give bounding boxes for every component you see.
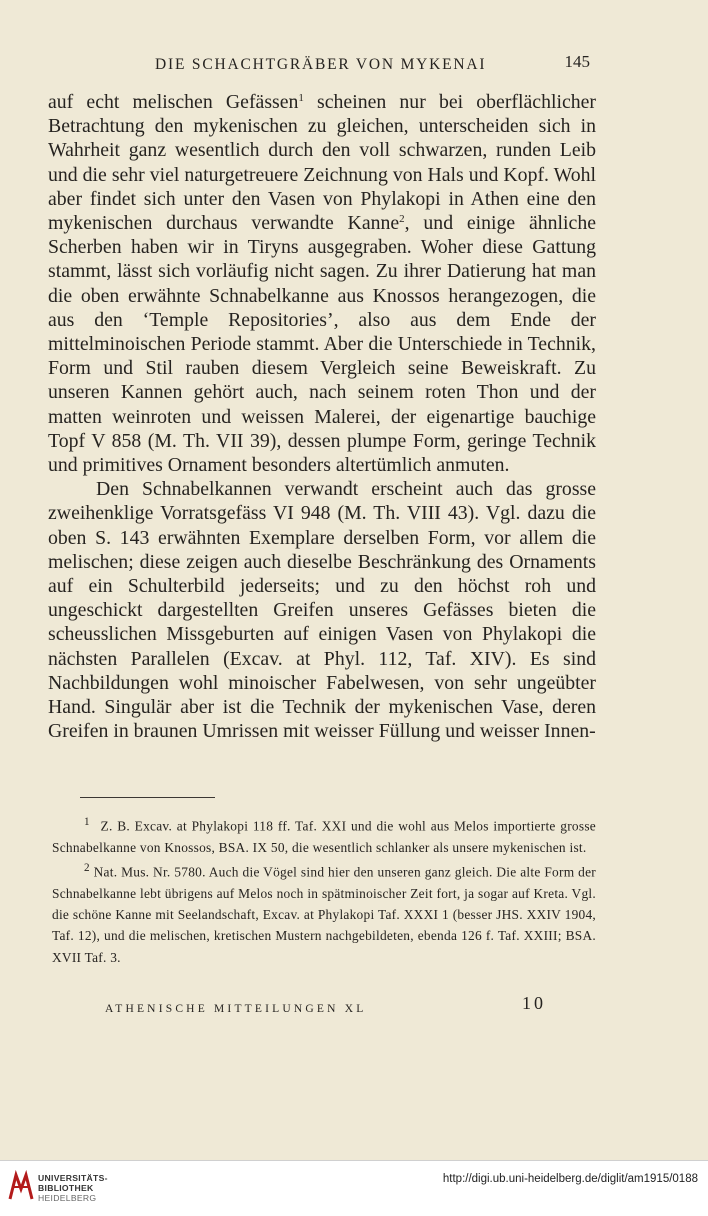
footnote-divider bbox=[80, 797, 215, 798]
paragraph-2: Den Schnabelkannen verwandt erscheint auch das grosse zweihenklige Vorratsgefäss VI 948 (M. Th. VIII 43). Vgl. dazu die oben S. 143 erwähnten Exemplare derselben Form, vor allem die melischen; diese zeigen auch dieselbe Beschränkung des Ornaments auf ein Schulterbild jederseits; und zu den höchst roh und ungeschickt dargestellten Greifen unseres Gefässes bieten die scheusslichen Missgeburten auf einigen Vasen von Phylakopi die nächsten Parallelen (Excav. at Phyl. 112, Taf. XIV). Es sind Nachbildungen wohl minoischer Fabelwesen, von sehr ungeübter Hand. Singulär aber ist die Technik der mykenischen Vase, deren Greifen in braunen Umrissen mit weisser Füllung und weisser Innen- bbox=[48, 478, 596, 743]
running-header bbox=[50, 52, 590, 80]
library-logo[interactable] bbox=[38, 1173, 108, 1203]
page-number: 145 bbox=[564, 52, 590, 71]
footnote-2 bbox=[52, 858, 596, 968]
footnote-1 bbox=[52, 812, 596, 858]
footnote-text: Z. B. Excav. at Phylakopi 118 ff. Taf. XXI und die wohl aus Melos importierte grosse Schnabelkanne von Knossos, BSA. IX 50, die wesentlich schlanker als unsere mykenischen ist. bbox=[52, 818, 596, 855]
paragraph-1-part-b: scheinen nur bei oberflächlicher Betrachtung den mykenischen zu gleichen, unterscheiden sich in Wahrheit ganz wesentlich durch den voll schwarzen, runden Leib und die sehr viel naturgetreuere Zeichnung von Hals und Kopf. Wohl aber findet sich unter den Vasen von Phylakopi in Athen eine den mykenischen durchaus verwandte Kanne bbox=[48, 91, 596, 235]
signature-number: 10 bbox=[522, 993, 546, 1013]
paragraph-1-part-a: auf echt melischen Gefässen bbox=[48, 91, 299, 113]
university-seal-icon bbox=[8, 1169, 34, 1203]
logo-line-3: HEIDELBERG bbox=[38, 1193, 97, 1203]
logo-line-2: BIBLIOTHEK bbox=[38, 1183, 94, 1193]
signature-label: ATHENISCHE MITTEILUNGEN XL bbox=[105, 1003, 367, 1015]
paragraph-1-part-c: , und einige ähnliche Scherben haben wir in Tiryns ausgegraben. Woher diese Gattung stammt, lässt sich vorläufig nicht sagen. Zu ihrer Datierung hat man die oben erwähnte Schnabelkanne aus Knossos herangezogen, die aus den ‘Temple Repositories’, also aus dem Ende der mittelminoischen Periode stammt. Aber die Unterschiede in Technik, Form und Stil rauben diesem Vergleich seine Beweiskraft. Zu unseren Kannen gehört auch, nach seinem roten Thon und der matten weinroten und weissen Malerei, der eigenartige bauchige Topf V 858 (M. Th. VII 39), dessen plumpe Form, geringe Technik und primitives Ornament besonders altertümlich anmuten. bbox=[48, 212, 596, 477]
running-title: DIE SCHACHTGRÄBER VON MYKENAI bbox=[155, 56, 487, 73]
permalink-url[interactable]: http://digi.ub.uni-heidelberg.de/diglit/am1915/0188 bbox=[442, 1173, 698, 1185]
body-text bbox=[48, 90, 596, 743]
paragraph-1 bbox=[48, 90, 596, 477]
footnote-ref-2[interactable]: 2 bbox=[399, 213, 405, 226]
footnote-marker: 1 bbox=[84, 816, 90, 828]
footnote-text: Nat. Mus. Nr. 5780. Auch die Vögel sind hier den unseren ganz gleich. Die alte Form der Schnabelkanne lebt übrigens auf Melos noch in spätminoischer Zeit fort, ja sogar auf Kreta. Vgl. die schöne Kanne mit Seelandschaft, Excav. at Phylakopi Taf. XXXI 1 (besser JHS. XXIV 1904, Taf. 12), und die melischen, kretischen Mustern nachgebildeten, ebenda 126 f. Taf. XXIII; BSA. XVII Taf. 3. bbox=[52, 864, 596, 965]
footnotes bbox=[52, 812, 596, 968]
footnote-marker: 2 bbox=[84, 862, 90, 875]
logo-line-1: UNIVERSITÄTS- bbox=[38, 1173, 108, 1183]
viewer-footer bbox=[0, 1160, 708, 1216]
footnote-ref-1[interactable]: 1 bbox=[298, 92, 304, 104]
